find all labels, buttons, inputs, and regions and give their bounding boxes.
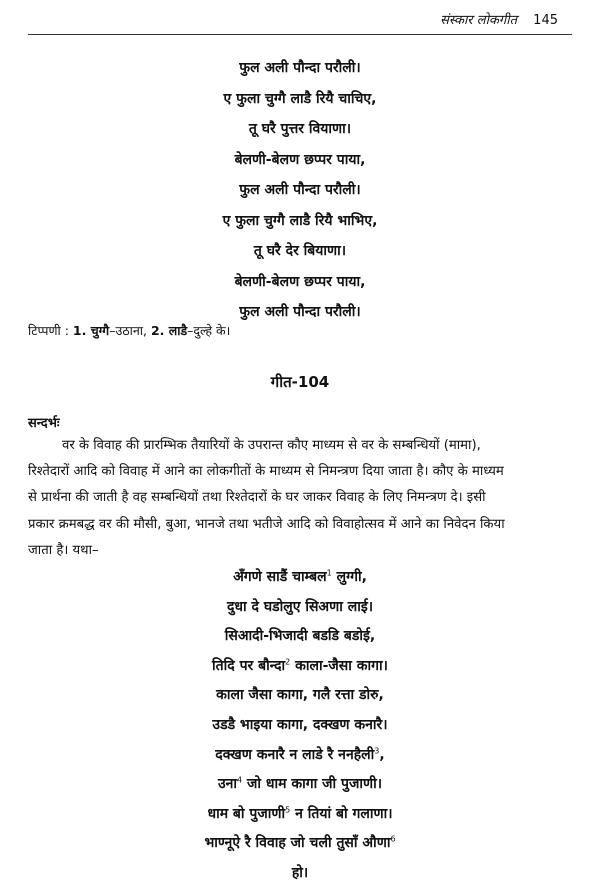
footnote-prefix: टिप्पणी : — [28, 323, 73, 338]
verse-line: ए फुला चुग्गै लाडै रियै चाचिए, — [223, 90, 377, 107]
verse-line: अँगणे साडैं चाम्बल$^1$ लुग्गी, — [233, 568, 367, 585]
verse-line: दक्खण कनारै न लाडे रै ननहैली$^3$, — [215, 745, 385, 763]
verse-line: फुल अली पौन्दा परौली। — [239, 182, 361, 198]
footnote-marker: 4 — [237, 775, 243, 785]
paragraph-line: जाता है। यथा– — [28, 542, 99, 558]
verse-line: फुल अली पौन्दा परौली। — [239, 304, 361, 320]
footnote-marker: 5 — [285, 805, 291, 815]
page-number: 145 — [533, 13, 558, 28]
footnote-marker: 1 — [326, 568, 332, 578]
footnote-marker: 3 — [374, 745, 380, 755]
verse-line: ए फुला चुग्गै लाडै रियै भाभिए, — [222, 212, 378, 229]
verse-line: सिआदी-भिजादी बडडि बडोई, — [224, 628, 376, 645]
verse-line: हो। — [291, 864, 309, 881]
verse-line: तू घरै पुत्तर वियाणा। — [248, 121, 352, 137]
verse-line: तिदि पर बौन्दा$^2$ काला-जैसा कागा। — [212, 657, 388, 674]
running-header — [440, 10, 558, 28]
paragraph-line: प्रकार क्रमबद्ध वर की मौसी, बुआ, भानजे तथा भतीजे आदि को विवाहोत्सव में आने का निवेदन किया — [28, 516, 505, 532]
song-verse-1 — [0, 53, 600, 328]
verse-line: काला जैसा कागा, गलै रत्ता डोरु, — [216, 687, 384, 704]
footnote-term-1: 1. चुग्गै — [72, 323, 110, 338]
footnote-meaning-2: –दुल्हे के। — [187, 323, 231, 338]
verse-line: उना$^4$ जो धाम कागा जी पुजाणी। — [217, 775, 383, 793]
verse-line: धाम बो पुजाणी$^5$ न तियां बो गलाणा। — [207, 805, 393, 822]
context-heading: सन्दर्भः — [28, 416, 60, 431]
paragraph-line: से प्रार्थना की जाती है वह सम्बन्धियों तथा रिश्तेदारों के घर जाकर विवाह के लिए निमन्त्रण दे। इसी — [28, 490, 486, 506]
paragraph-line: रिश्तेदारों आदि को विवाह में आने का लोकगीतों के माध्यम से निमन्त्रण दिया जाता है। कौए के माध्यम — [28, 464, 504, 480]
footnote-marker: 2 — [285, 657, 291, 667]
verse-line: बेलणी-बेलण छप्पर पाया, — [234, 273, 366, 290]
song-verse-2 — [0, 563, 600, 889]
header-rule — [28, 34, 572, 35]
verse-line: बेलणी-बेलण छप्पर पाया, — [234, 151, 366, 168]
footnote-meaning-1: –उठाना, — [109, 323, 151, 338]
verse-line: उडडै भाइया कागा, दक्खण कनारै। — [212, 716, 388, 733]
footnote-marker: 6 — [390, 834, 396, 844]
verse-line: भाण्नूऐ रै विवाह जो चली तुसाँ औणा$^6$ — [204, 834, 396, 852]
header-title: संस्कार लोकगीत — [440, 13, 518, 28]
verse-line: फुल अली पौन्दा परौली। — [239, 60, 361, 76]
context-paragraph — [28, 433, 576, 564]
song-title: गीत-104 — [270, 373, 330, 391]
verse-line: दुधा दे घडोलुए सिअणा लाई। — [226, 598, 374, 615]
paragraph-line: वर के विवाह की प्रारम्भिक तैयारियों के उपरान्त कौए माध्यम से वर के सम्बन्धियों (मामा), — [62, 438, 481, 453]
verse-line: तू घरै देर बियाणा। — [253, 243, 347, 259]
footnote-term-2: 2. लाडै — [150, 323, 188, 338]
footnote — [28, 322, 230, 339]
